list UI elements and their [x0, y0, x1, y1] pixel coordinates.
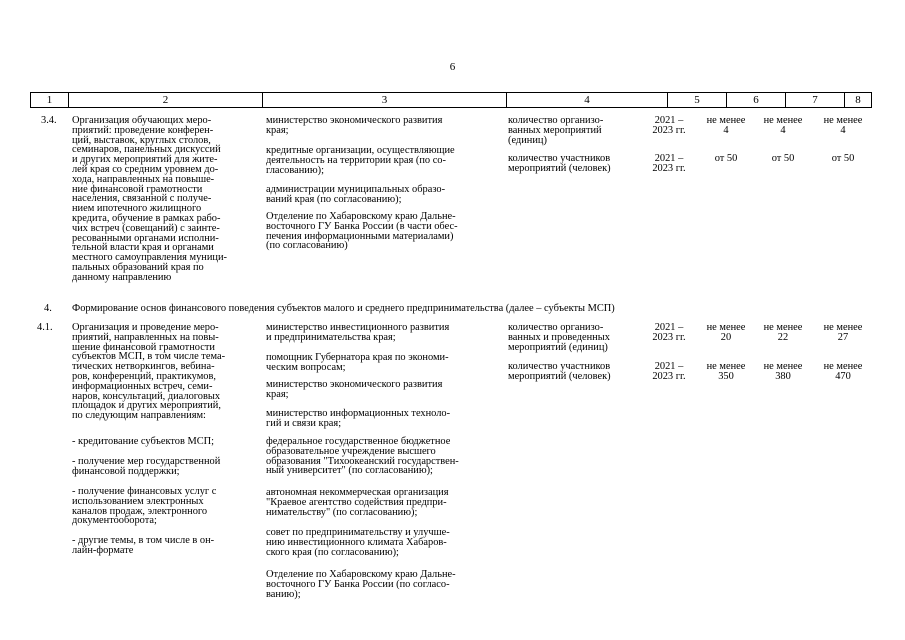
- activity-line: приятий: проведение конферен-: [72, 124, 214, 136]
- activity-line: семинаров, панельных дискуссий: [72, 144, 221, 156]
- executor-line: ный университет" (по согласованию);: [266, 465, 433, 477]
- executor-line: федеральное государственное бюджетное: [266, 436, 451, 447]
- period-line: 2021 –: [654, 361, 684, 372]
- activity-line: информационных встреч, семи-: [72, 380, 213, 392]
- period-line: 2021 –: [654, 153, 684, 164]
- row-number: 4.1.: [37, 322, 53, 333]
- executor-line: края;: [266, 388, 289, 400]
- executor-line: восточного ГУ Банка России (в части обес-: [266, 220, 458, 232]
- activity-line: шение финансовой грамотности: [72, 341, 215, 353]
- executor-line: деятельность на территории края (по со-: [266, 154, 446, 166]
- bullet-line: - другие темы, в том числе в он-: [72, 535, 215, 546]
- bullet-line: использованием электронных: [72, 495, 204, 507]
- period-line: 2021 –: [654, 115, 684, 126]
- header-cell: 4: [506, 93, 667, 107]
- activity-line: тельной власти края и органами: [72, 242, 214, 254]
- value-cell: не менее: [763, 361, 803, 372]
- executor-line: (по согласованию): [266, 240, 348, 252]
- value-cell: не менее: [706, 115, 746, 126]
- header-cell: 8: [844, 93, 871, 107]
- value-cell: не менее: [823, 322, 863, 333]
- bullet-line: - получение финансовых услуг с: [72, 486, 217, 497]
- value-cell: от 50: [771, 153, 795, 164]
- activity-line: населения, связанной с получе-: [72, 193, 212, 205]
- header-cell: 2: [68, 93, 262, 107]
- bullet-line: лайн-формате: [72, 544, 134, 556]
- executor-line: министерство экономического развития: [266, 115, 443, 126]
- executor-line: печения информационными материалами): [266, 230, 454, 242]
- executor-line: автономная некоммерческая организация: [266, 487, 449, 498]
- value-cell: 27: [837, 331, 849, 343]
- value-cell: не менее: [763, 322, 803, 333]
- table-header-row: [30, 92, 872, 108]
- executor-line: нимательству" (по согласованию);: [266, 506, 418, 518]
- activity-line: местного самоуправления муници-: [72, 252, 227, 264]
- bullet-line: документооборота;: [72, 515, 157, 527]
- period-line: 2023 гг.: [652, 370, 686, 382]
- executor-line: администрации муниципальных образо-: [266, 184, 446, 195]
- indicator-line: количество организо-: [508, 115, 604, 126]
- executor-line: образования "Тихоокеанский государствен-: [266, 455, 459, 467]
- value-cell: не менее: [823, 361, 863, 372]
- activity-line: нием ипотечного жилищного: [72, 203, 202, 215]
- value-cell: 22: [777, 331, 789, 343]
- section-number: 4.: [44, 303, 52, 314]
- activity-line: ние финансовой грамотности: [72, 183, 203, 195]
- value-cell: 470: [835, 370, 851, 382]
- activity-line: пальных образований края по: [72, 262, 204, 273]
- activity-line: тических нетворкингов, вебина-: [72, 361, 215, 373]
- value-cell: 4: [840, 124, 846, 136]
- executor-line: ческим вопросам;: [266, 361, 346, 373]
- executor-line: ского края (по согласованию);: [266, 546, 399, 558]
- value-cell: не менее: [823, 115, 863, 126]
- indicator-line: мероприятий (единиц): [508, 341, 608, 353]
- period-line: 2023 гг.: [652, 162, 686, 174]
- value-cell: не менее: [763, 115, 803, 126]
- activity-line: субъектов МСП, в том числе тема-: [72, 351, 226, 363]
- activity-line: данному направлению: [72, 271, 172, 283]
- activity-line: ров, конференций, практикумов,: [72, 371, 216, 382]
- activity-line: наров, консультаций, диалоговых: [72, 390, 221, 402]
- executor-line: "Краевое агентство содействия предпри-: [266, 496, 447, 508]
- executor-line: помощник Губернатора края по экономи-: [266, 352, 449, 363]
- activity-line: хода, направленных на повыше-: [72, 173, 215, 185]
- header-cell: 5: [667, 93, 726, 107]
- activity-line: кредита, обучение в рамках рабо-: [72, 213, 221, 224]
- bullet-line: - кредитование субъектов МСП;: [72, 436, 215, 447]
- activity-line: чих встреч (совещаний) с заинте-: [72, 222, 220, 234]
- value-cell: от 50: [714, 153, 738, 164]
- value-cell: 380: [775, 370, 791, 382]
- activity-line: по следующим направлениям:: [72, 410, 206, 422]
- executor-line: министерство инвестиционного развития: [266, 322, 450, 333]
- value-cell: от 50: [831, 153, 855, 164]
- executor-line: министерство информационных техноло-: [266, 408, 451, 419]
- activity-line: ресованными органами исполни-: [72, 232, 219, 244]
- indicator-line: количество участников: [508, 361, 611, 372]
- period-line: 2023 гг.: [652, 124, 686, 136]
- page-number: 6: [449, 61, 456, 73]
- value-cell: 4: [780, 124, 786, 136]
- value-cell: 20: [720, 331, 732, 343]
- activity-line: лей края со средним уровнем до-: [72, 164, 219, 175]
- activity-line: ций, выставок, круглых столов,: [72, 134, 211, 146]
- executor-line: нию инвестиционного климата Хабаров-: [266, 536, 447, 548]
- period-line: 2023 гг.: [652, 331, 686, 343]
- header-cell: 3: [262, 93, 506, 107]
- executor-line: ванию);: [266, 588, 301, 600]
- executor-line: Отделение по Хабаровскому краю Дальне-: [266, 569, 456, 580]
- indicator-line: количество участников: [508, 153, 611, 164]
- executor-line: совет по предпринимательству и улучше-: [266, 527, 450, 538]
- activity-line: Организация обучающих меро-: [72, 115, 212, 126]
- indicator-line: количество организо-: [508, 322, 604, 333]
- row-number: 3.4.: [41, 115, 57, 126]
- value-cell: 4: [723, 124, 729, 136]
- executor-line: Отделение по Хабаровскому краю Дальне-: [266, 211, 456, 222]
- indicator-line: мероприятий (человек): [508, 162, 611, 174]
- executor-line: ваний края (по согласованию);: [266, 193, 402, 205]
- header-cell: 1: [46, 94, 53, 106]
- executor-line: гий и связи края;: [266, 417, 342, 429]
- executor-line: восточного ГУ Банка России (по согласо-: [266, 578, 450, 590]
- indicator-line: ванных мероприятий: [508, 124, 602, 136]
- value-cell: не менее: [706, 361, 746, 372]
- activity-line: и других мероприятий для жите-: [72, 154, 218, 166]
- executor-line: кредитные организации, осуществляющие: [266, 145, 455, 156]
- header-cell: 6: [726, 93, 785, 107]
- executor-line: гласованию);: [266, 164, 324, 176]
- executor-line: министерство экономического развития: [266, 379, 443, 390]
- activity-line: площадок и других мероприятий,: [72, 400, 221, 412]
- executor-line: и предпринимательства края;: [266, 331, 396, 343]
- activity-line: Организация и проведение меро-: [72, 322, 219, 333]
- indicator-line: ванных и проведенных: [508, 331, 610, 343]
- bullet-line: финансовой поддержки;: [72, 465, 180, 477]
- bullet-line: каналов продаж, электронного: [72, 505, 208, 517]
- period-line: 2021 –: [654, 322, 684, 333]
- executor-line: образовательное учреждение высшего: [266, 445, 436, 457]
- indicator-line: (единиц): [508, 134, 547, 146]
- executor-line: края;: [266, 124, 289, 136]
- section-title: Формирование основ финансового поведения субъектов малого и среднего предпринимательства (далее – субъекты МСП): [72, 303, 615, 314]
- activity-line: приятий, направленных на повы-: [72, 331, 219, 343]
- bullet-line: - получение мер государственной: [72, 456, 221, 467]
- value-cell: не менее: [706, 322, 746, 333]
- header-cell: 7: [785, 93, 844, 107]
- indicator-line: мероприятий (человек): [508, 370, 611, 382]
- value-cell: 350: [718, 370, 734, 382]
